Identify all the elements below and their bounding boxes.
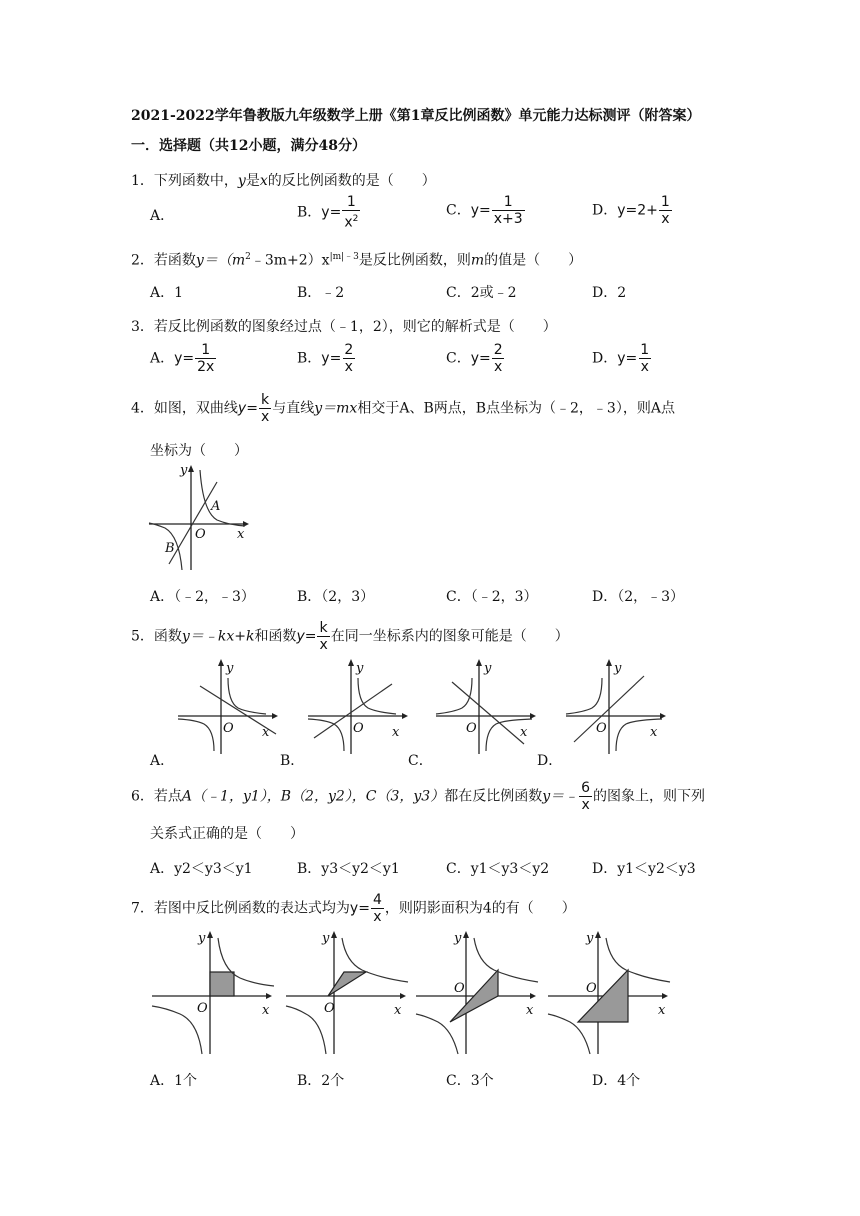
question-2-stem: 2．若函数$y=(m^2﹣3m+2)x^{|m|﹣3}$是反比例函数，则m的值是（ ） [131,252,583,269]
q5-figure-c [434,656,539,756]
q3-option-d[interactable]: D．y= $\frac{1}{x}$ [592,342,650,375]
svg-text:x: x [658,1003,666,1018]
svg-text:x: x [650,725,658,740]
q7-option-d[interactable]: D．4个 [592,1073,641,1089]
q3-option-a[interactable]: A．y= $\frac{1}{2x}$ [150,342,215,375]
svg-text:O: O [596,721,607,736]
label-b: B [165,541,175,556]
q4-option-d[interactable]: D．（2，﹣3） [592,589,685,605]
svg-text:x: x [526,1003,534,1018]
question-4-stem-line1: 4．如图，双曲线y= $\frac{k}{x}$ 与直线y＝mx相交于A、B两点，B点坐标为（﹣2，﹣3），则A点 [131,392,675,425]
svg-text:y: y [614,661,622,676]
section-heading: 一．选择题（共12小题，满分48分） [131,138,366,154]
svg-text:x: x [392,725,400,740]
svg-text:O: O [586,981,597,996]
q5-figure-d [564,656,669,756]
q4-option-a[interactable]: A．（﹣2，﹣3） [150,589,255,605]
q3-option-c[interactable]: C．y= $\frac{2}{x}$ [446,342,503,375]
svg-text:O: O [197,1001,208,1016]
svg-text:O: O [454,981,465,996]
svg-text:O: O [324,1001,335,1016]
q1-option-d[interactable]: D．y=2+ $\frac{1}{x}$ [592,194,670,227]
question-6-stem-line1: 6．若点A（﹣1，y1），B（2，y2），C（3，y3）都在反比例函数y＝﹣ $\frac{6}{x}$ 的图象上，则下列 [131,780,706,813]
hyperbola-branch-1 [200,470,245,526]
q5-figure-a [176,656,281,756]
q7-figure-d [546,926,674,1056]
q6-option-a[interactable]: A．y2＜y3＜y1 [150,861,253,877]
question-5-stem: 5．函数y＝﹣kx+k和函数y= $\frac{k}{x}$ 在同一坐标系内的图象可能是（ ） [131,620,569,653]
q2-option-c[interactable]: C．2或﹣2 [446,285,517,301]
q1-option-a[interactable]: A． [150,208,175,224]
q2-option-b[interactable]: B．﹣2 [297,285,345,301]
q4-option-c[interactable]: C．（﹣2，3） [446,589,538,605]
q6-option-c[interactable]: C．y1＜y3＜y2 [446,861,550,877]
svg-text:O: O [353,721,364,736]
label-o: O [195,527,206,542]
q3-option-b[interactable]: B．y= $\frac{2}{x}$ [297,342,354,375]
q2-option-a[interactable]: A．1 [150,285,184,301]
question-3-stem: 3．若反比例函数的图象经过点（﹣1，2），则它的解析式是（ ） [131,319,557,335]
line-y-mx [169,482,217,564]
q6-option-d[interactable]: D．y1＜y2＜y3 [592,861,696,877]
svg-text:y: y [484,661,492,676]
svg-text:x: x [394,1003,402,1018]
svg-text:x: x [520,725,528,740]
q7-option-a[interactable]: A．1个 [150,1073,198,1089]
hyperbola-branch-1 [228,678,266,714]
q2-option-d[interactable]: D．2 [592,285,627,301]
question-4-stem-line2: 坐标为（ ） [150,443,248,459]
shaded-rectangle [210,972,234,996]
q6-option-b[interactable]: B．y3＜y2＜y1 [297,861,400,877]
q7-option-c[interactable]: C．3个 [446,1073,494,1089]
q5-option-b[interactable]: B． [280,753,305,769]
page-title: 2021-2022学年鲁教版九年级数学上册《第1章反比例函数》单元能力达标测评（附答案） [131,108,701,124]
svg-text:y: y [586,931,594,946]
svg-text:y: y [356,661,364,676]
svg-text:O: O [466,721,477,736]
svg-text:y: y [198,931,206,946]
svg-text:y: y [226,661,234,676]
q5-figure-b [306,656,411,756]
q7-option-b[interactable]: B．2个 [297,1073,345,1089]
q4-option-b[interactable]: B．（2，3） [297,589,375,605]
svg-text:y: y [322,931,330,946]
svg-text:O: O [223,721,234,736]
label-a: A [211,499,221,514]
question-1-stem: 1．下列函数中，y是x的反比例函数的是（ ） [131,173,436,189]
q4-figure [147,462,252,572]
q1-option-b[interactable]: B．y= $\frac{1}{x^2}$ [297,194,359,231]
y-axis-arrow-icon [188,465,194,472]
q7-figure-a [150,926,278,1056]
label-x: x [237,527,245,542]
q7-figure-b [284,926,412,1056]
question-7-stem: 7．若图中反比例函数的表达式均为y= $\frac{4}{x}$ ，则阴影面积为4的有（ ） [131,892,576,925]
svg-text:x: x [262,1003,270,1018]
question-6-stem-line2: 关系式正确的是（ ） [150,826,304,842]
q1-option-c[interactable]: C．y= $\frac{1}{x+3}$ [446,194,523,227]
label-y: y [180,463,188,478]
svg-text:y: y [454,931,462,946]
q7-figure-c [414,926,542,1056]
q5-option-d[interactable]: D． [537,753,563,769]
q5-option-c[interactable]: C． [408,753,433,769]
q5-option-a[interactable]: A． [150,753,175,769]
svg-text:x: x [262,725,270,740]
